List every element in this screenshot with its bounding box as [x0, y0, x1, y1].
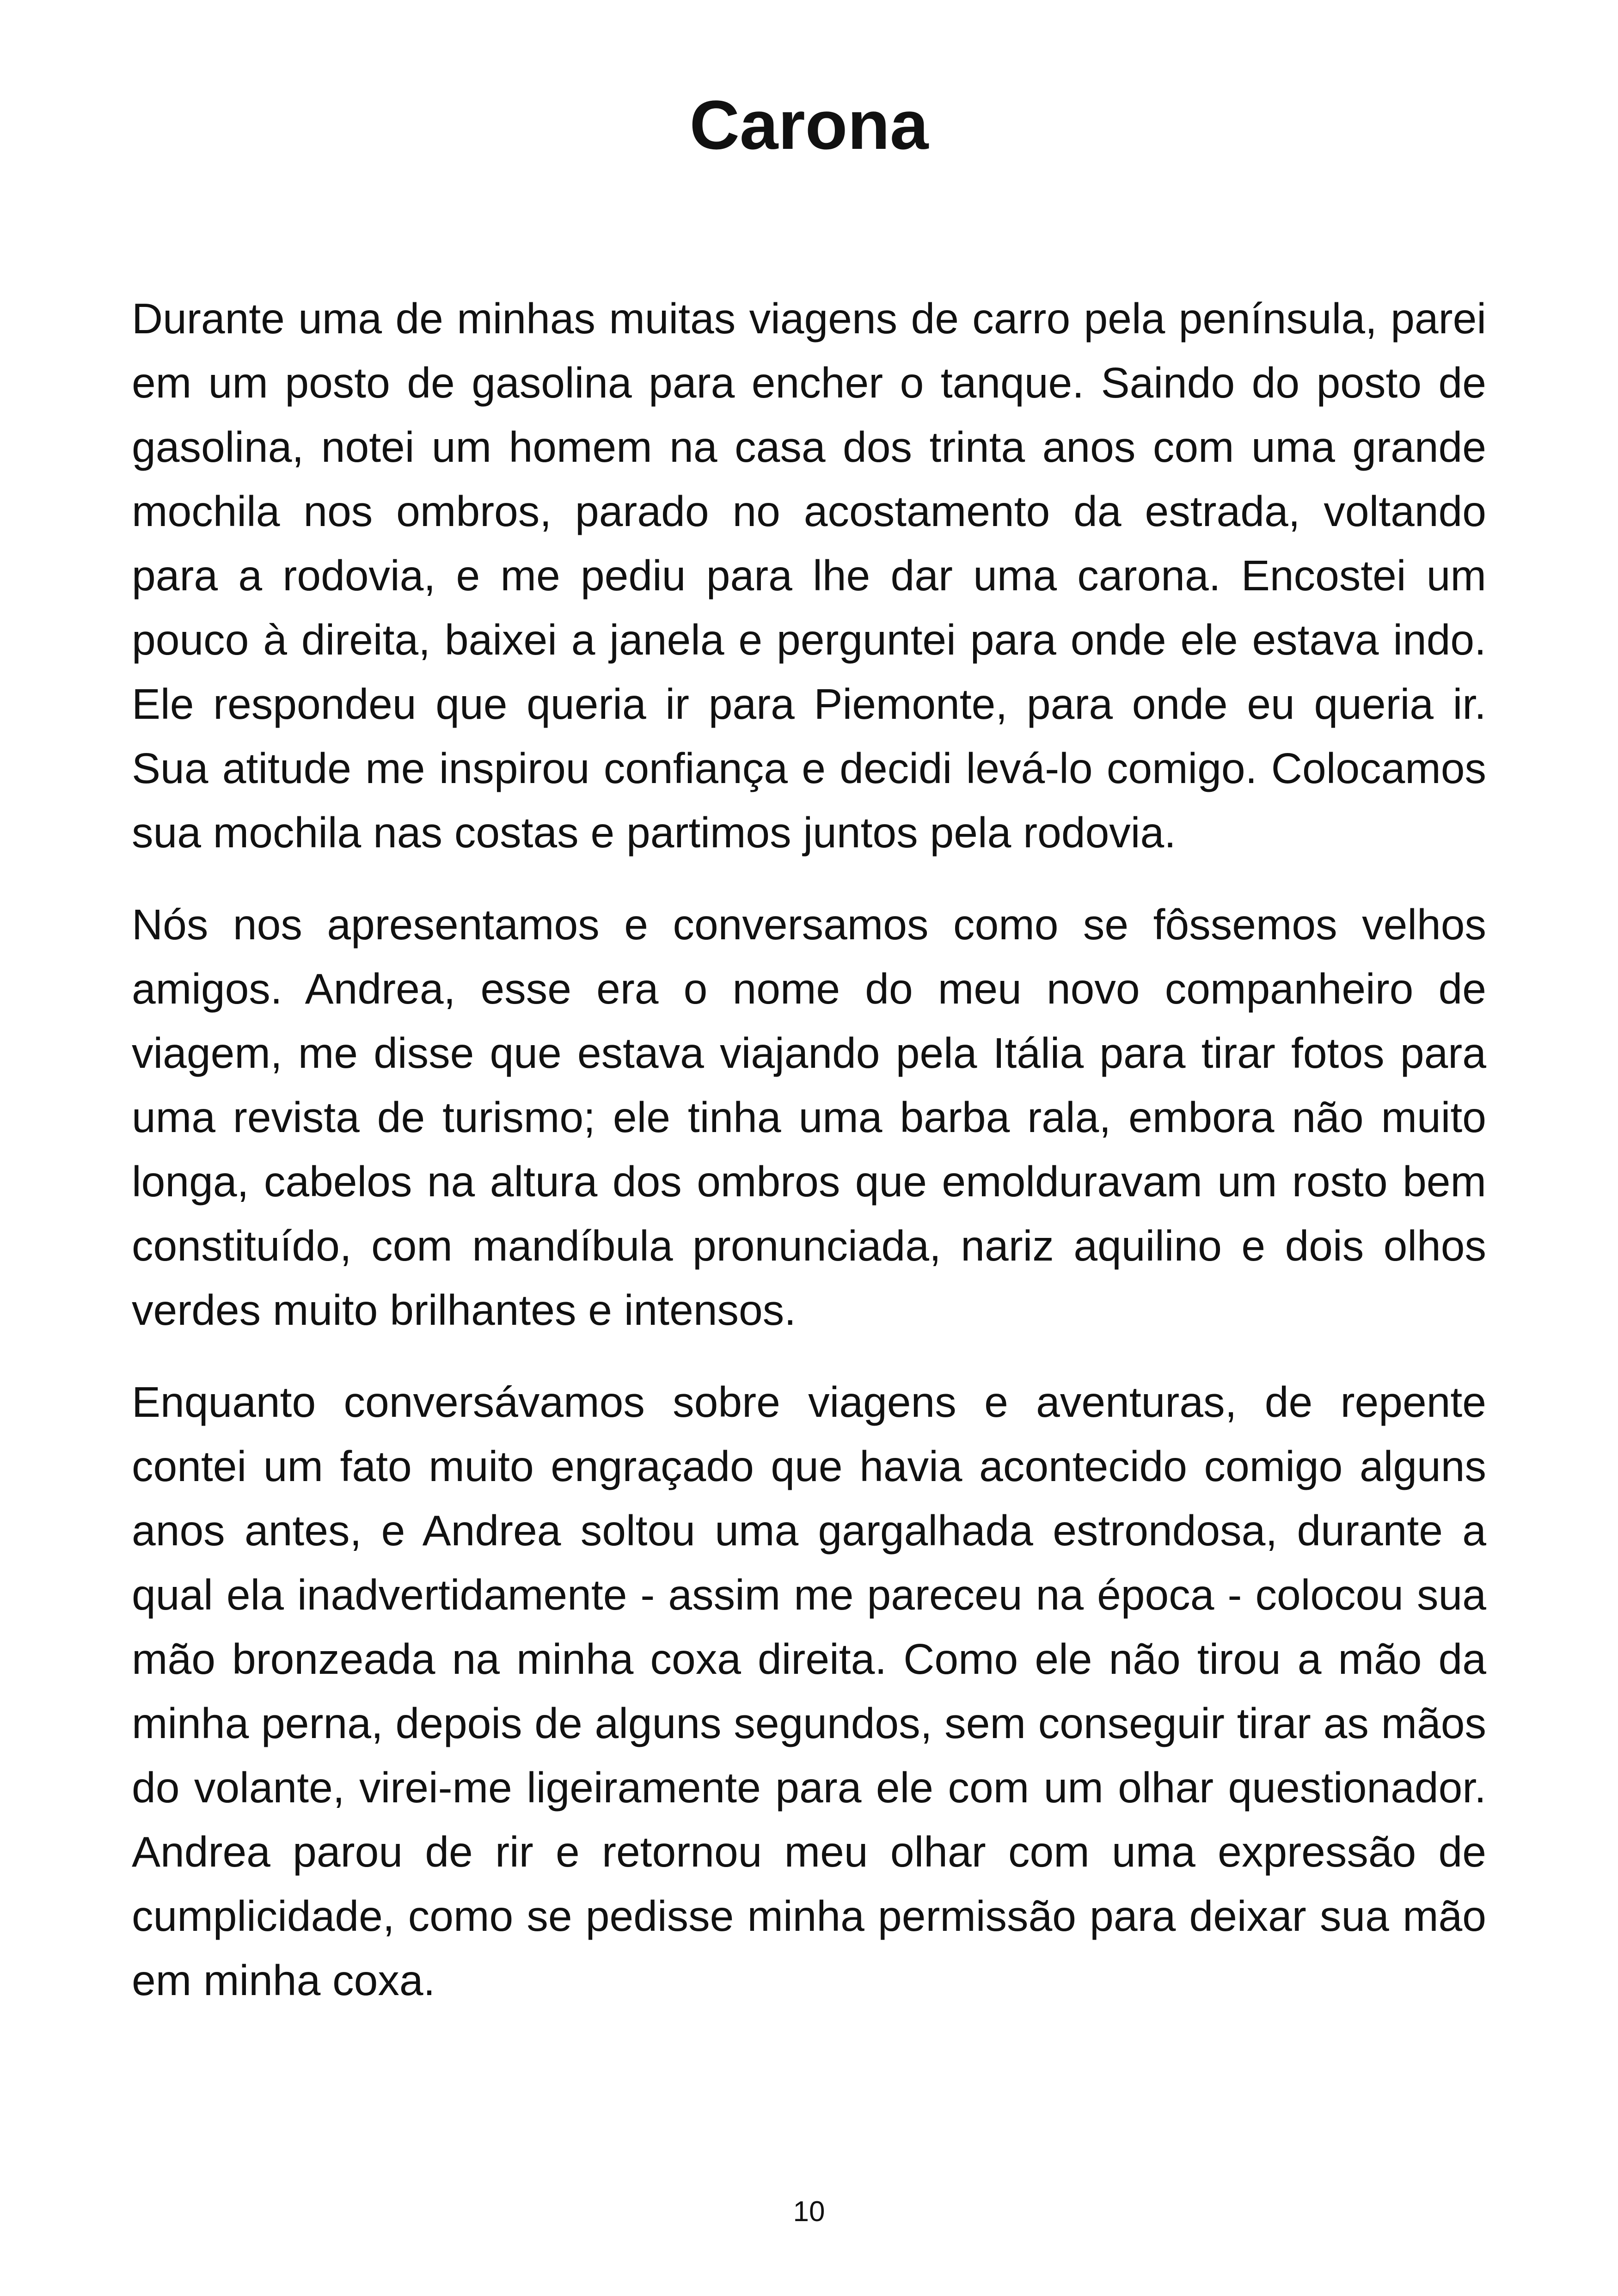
paragraph-2: Nós nos apresentamos e conversamos como se fôssemos velhos amigos. Andrea, esse era o nome do meu novo companheiro de viagem, me disse que estava viajando pela Itália para tirar fotos para uma revista de turismo; ele tinha uma barba rala, embora não muito longa, cabelos na altura dos ombros que emolduravam um rosto bem constituído, com mandíbula pronunciada, nariz aquilino e dois olhos verdes muito brilhantes e intensos. — [132, 900, 1486, 1334]
page-number: 10 — [793, 2196, 825, 2228]
paragraph-3: Enquanto conversávamos sobre viagens e aventuras, de repente contei um fato muito engraçado que havia acontecido comigo alguns anos antes, e Andrea soltou uma gargalhada estrondosa, durante a qual ela inadvertidamente - assim me pareceu na época - colocou sua mão bronzeada na minha coxa direita. Como ele não tirou a mão da minha perna, depois de alguns segundos, sem conseguir tirar as mãos do volante, virei-me ligeiramente para ele com um olhar questionador. Andrea parou de rir e retornou meu olhar com uma expressão de cumplicidade, como se pedisse minha permissão para deixar sua mão em minha coxa. — [132, 1378, 1486, 2004]
chapter-body — [132, 287, 1486, 2040]
chapter-title: Carona — [689, 86, 929, 164]
paragraph-1: Durante uma de minhas muitas viagens de carro pela península, parei em um posto de gasolina para encher o tanque. Saindo do posto de gasolina, notei um homem na casa dos trinta anos com uma grande mochila nos ombros, parado no acostamento da estrada, voltando para a rodovia, e me pediu para lhe dar uma carona. Encostei um pouco à direita, baixei a janela e perguntei para onde ele estava indo. Ele respondeu que queria ir para Piemonte, para onde eu queria ir. Sua atitude me inspirou confiança e decidi levá-lo comigo. Colocamos sua mochila nas costas e partimos juntos pela rodovia. — [132, 294, 1486, 857]
